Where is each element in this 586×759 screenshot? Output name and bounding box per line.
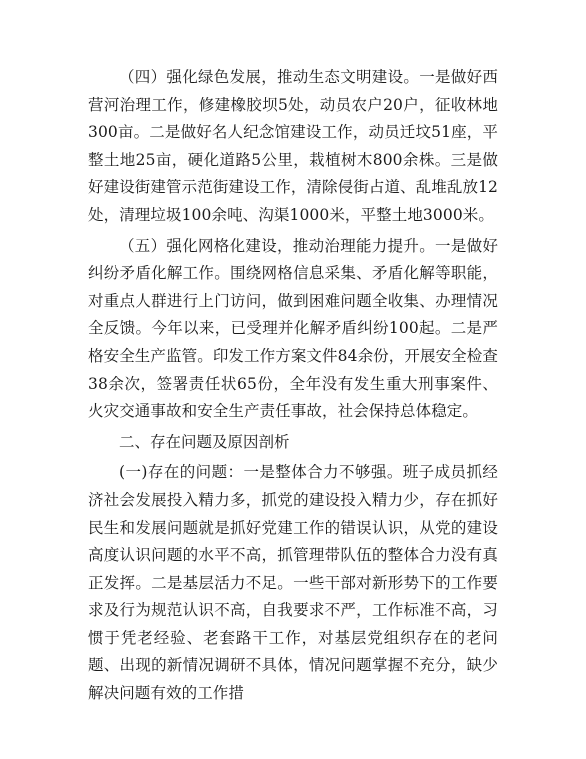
section-heading: 二、存在问题及原因剖析 — [119, 432, 290, 451]
paragraph-grid-construction: （五）强化网格化建设，推动治理能力提升。一是做好纠纷矛盾化解工作。围绕网格信息采集、矛盾化解等职能，对重点人群进行上门访问，做到困难问题全收集、办理情况全反馈。今年以来，已受理并化解矛盾纠纷100起。二是严格安全生产监管。印发工作方案文件84余份，开展安全检查38余次，签署责任状65份，全年没有发生重大刑事案件、火灾交通事故和安全生产责任事故，社会保持总体稳定。 — [88, 236, 498, 421]
document-body — [88, 64, 498, 708]
paragraph-existing-problems: (一)存在的问题：一是整体合力不够强。班子成员抓经济社会发展投入精力多，抓党的建设投入精力少，存在抓好民生和发展问题就是抓好党建工作的错误认识，从党的建设高度认识问题的水平不高，抓管理带队伍的整体合力没有真正发挥。二是基层活力不足。一些干部对新形势下的工作要求及行为规范认识不高，自我要求不严，工作标准不高，习惯于凭老经验、老套路干工作，对基层党组织存在的老问题、出现的新情况调研不具体，情况问题掌握不充分，缺少解决问题有效的工作措 — [88, 463, 498, 703]
paragraph-green-development: （四）强化绿色发展，推动生态文明建设。一是做好西营河治理工作，修建橡胶坝5处，动员农户20户，征收林地300亩。二是做好名人纪念馆建设工作，动员迁坟51座，平整土地25亩，硬化道路5公里，栽植树木800余株。三是做好建设街建管示范街建设工作，清除侵街占道、乱堆乱放12处，清理垃圾100余吨、沟渠1000米，平整土地3000米。 — [88, 68, 498, 224]
